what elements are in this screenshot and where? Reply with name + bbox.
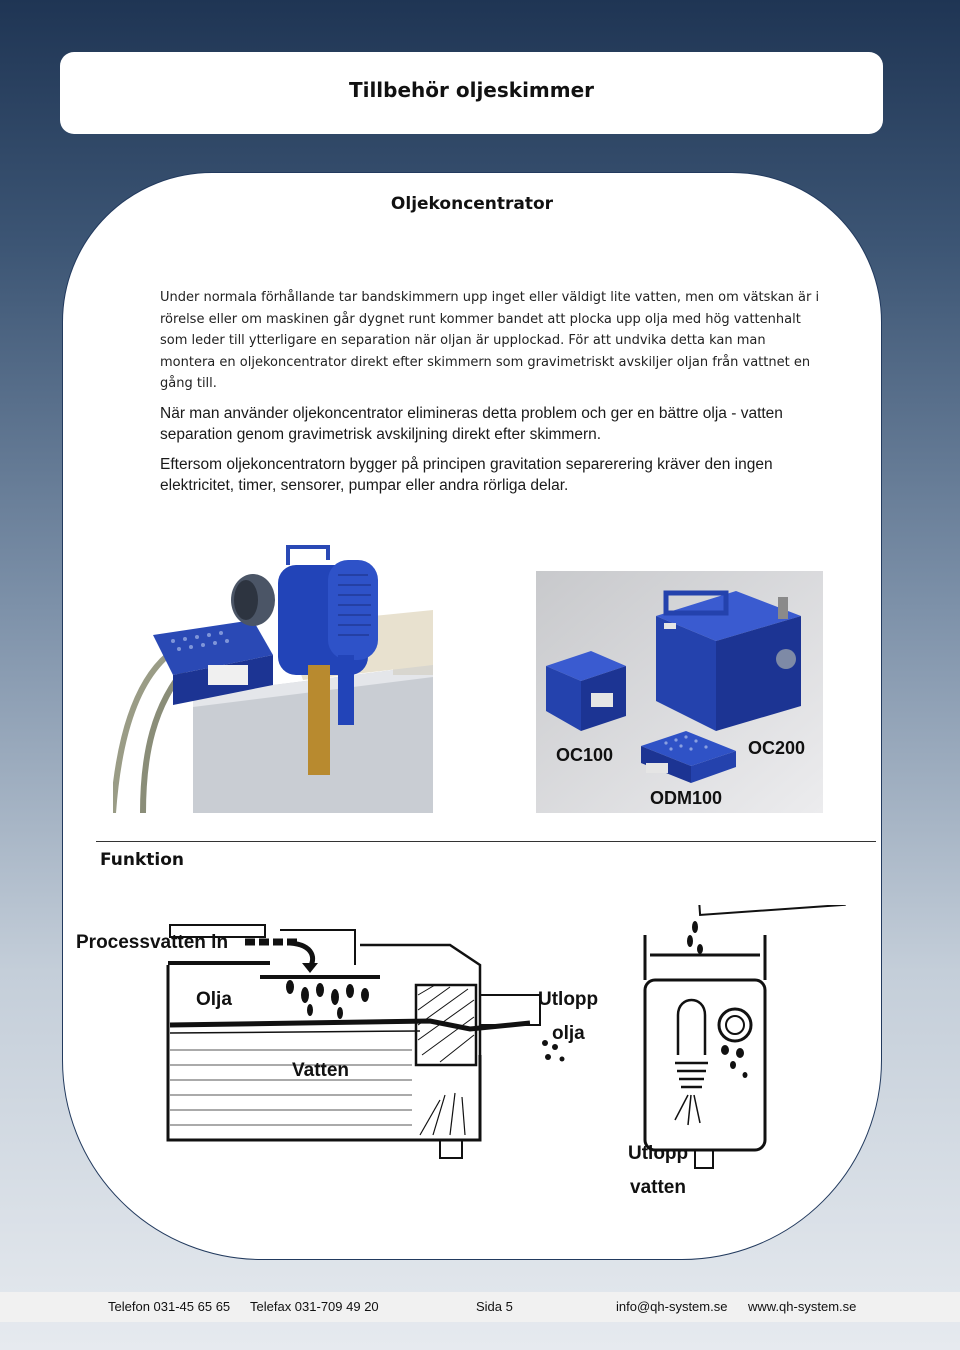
benefit-paragraph: När man använder oljekoncentrator elimineras detta problem och ger en bättre olja - vatten separation genom gravimetrisk avskiljning direkt efter skimmern. (160, 405, 783, 443)
footer-email-link[interactable]: info@qh-system.se (616, 1299, 728, 1314)
oil-outlet-label-2: olja (552, 1023, 585, 1044)
footer-fax: Telefax 031-709 49 20 (250, 1299, 379, 1314)
water-outlet-label-1: Utlopp (628, 1143, 689, 1164)
oc100-label: OC100 (556, 745, 614, 765)
intro-paragraph: Under normala förhållande tar bandskimmern upp inget eller väldigt lite vatten, men om vätskan är i rörelse eller om maskinen går dygnet runt kommer bandet att plocka upp olja med hög vattenhalt som leder till ytterligare en separation när oljan är upplockad. För att undvika detta kan man montera en oljekoncentrator direkt efter skimmern som gravimetriskt avskiljer oljan från vattnet en gång till. (160, 290, 820, 391)
product-range-photo (536, 571, 823, 813)
function-diagram (150, 905, 870, 1175)
odm100-label: ODM100 (650, 788, 723, 808)
water-label: Vatten (292, 1060, 350, 1081)
page-title: Tillbehör oljeskimmer (348, 78, 595, 102)
principle-paragraph: Eftersom oljekoncentratorn bygger på principen gravitation separerering kräver den ingen elektricitet, timer, sensorer, pumpar eller andra rörliga delar. (160, 456, 773, 494)
section-title: Oljekoncentrator (390, 194, 554, 214)
oil-outlet-label-1: Utlopp (538, 989, 599, 1010)
oil-label: Olja (196, 989, 232, 1010)
footer-bar (0, 1292, 960, 1322)
section-divider (96, 841, 876, 842)
funktion-heading: Funktion (100, 850, 185, 870)
footer-web-link[interactable]: www.qh-system.se (748, 1299, 857, 1314)
footer-phone: Telefon 031-45 65 65 (108, 1299, 231, 1314)
inlet-label: Processvatten in (76, 932, 229, 953)
mounted-concentrator-photo (113, 515, 433, 813)
header-box (60, 52, 883, 134)
footer-page-number: Sida 5 (476, 1299, 513, 1314)
water-outlet-label-2: vatten (630, 1177, 686, 1198)
oc200-label: OC200 (748, 738, 806, 758)
